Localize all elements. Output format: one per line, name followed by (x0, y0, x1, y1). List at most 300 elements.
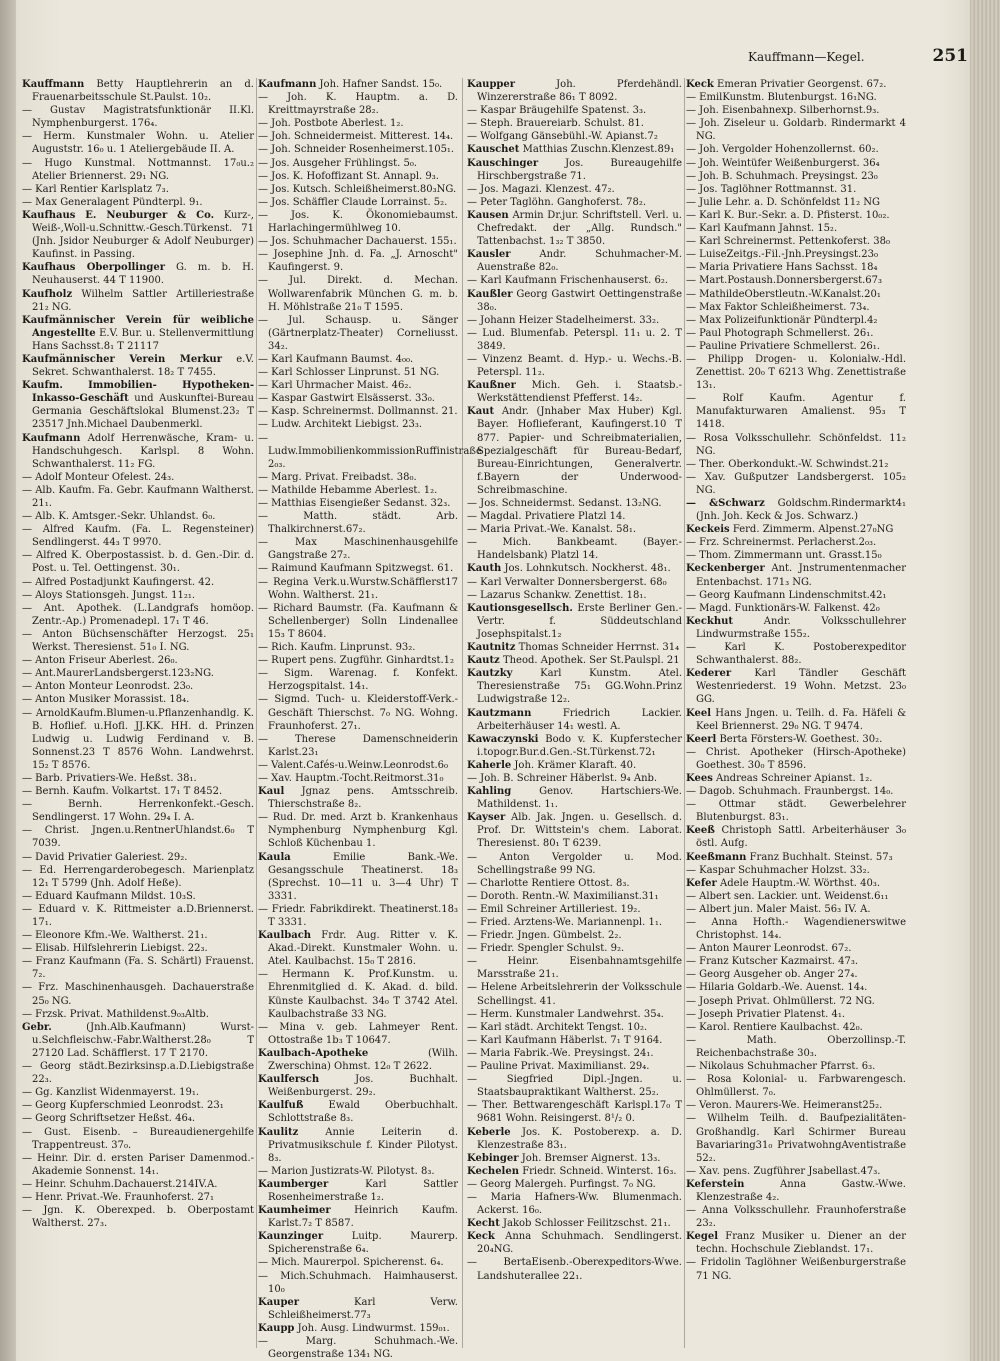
entry-surname: Kefer (686, 877, 717, 889)
entry-text: — Philipp Drogen- u. Kolonialw.-Hdl. Zenettist. 20₀ T 6213 Whg. Zenettistraße 13₁. (686, 353, 906, 392)
directory-entry (22, 432, 254, 471)
entry-surname: Kaumheimer (258, 1205, 331, 1217)
directory-entry (467, 707, 682, 733)
directory-entry (258, 274, 458, 313)
directory-entry (22, 707, 254, 772)
directory-entry (258, 353, 458, 366)
directory-entry (686, 209, 906, 222)
entry-surname: Kaumberger (258, 1178, 329, 1190)
directory-entry (467, 209, 682, 248)
directory-entry (467, 183, 682, 196)
entry-surname: Kautnitz (467, 642, 516, 654)
directory-entry (258, 785, 458, 811)
entry-text: — Friedr. Spengler Schulst. 9₂. (467, 943, 625, 955)
directory-entry (22, 1060, 254, 1086)
directory-entry (258, 1204, 458, 1230)
entry-text: Anna Gastw.-Wwe. Klenzestraße 4₂. (696, 1178, 906, 1203)
entry-text: Franz Buchhalt. Steinst. 57₃ (749, 851, 893, 863)
entry-text: Jos. Lohnkutsch. Nockherst. 48₁. (504, 563, 671, 575)
entry-text: Bodo v. K. Kupferstecher i.topogr.Bur.d.Gen.-St.Türkenst.72₁ (477, 733, 682, 758)
entry-text: — Matthias Eisengießer Sedanst. 32₃. (258, 498, 451, 509)
directory-entry (22, 288, 254, 314)
entry-text: — Mina v. geb. Lahmeyer Rent. Ottostraße 1b₃ T 10647. (258, 1021, 458, 1046)
entry-text: — Helene Arbeitslehrerin der Volksschule Schellingst. 41. (467, 982, 682, 1007)
entry-surname: Kautzmann (467, 707, 532, 719)
directory-entry (258, 91, 458, 117)
entry-text: — Max Maschinenhausgehilfe Gangstraße 27₂. (258, 537, 458, 562)
entry-text: Heinrich Kaufm. Karlst.7₂ T 8587. (268, 1205, 458, 1230)
entry-text: — Mich. Maurerpol. Spicherenst. 6₄. (258, 1257, 444, 1269)
directory-entry (686, 1034, 906, 1060)
directory-entry (22, 196, 254, 209)
directory-entry (22, 209, 254, 261)
entry-text: Andr. Volksschullehrer Lindwurmstraße 155₂. (696, 615, 906, 640)
directory-entry (258, 903, 458, 929)
entry-text: Karl Verw. Schleißheimerst.77₃ (268, 1296, 458, 1321)
directory-entry (22, 955, 254, 981)
directory-entry (686, 1060, 906, 1073)
entry-text: — Maria Hafners-Ww. Blumenmach. Ackerst. 16₀. (467, 1191, 682, 1217)
entry-surname: Kaulitz (258, 1126, 299, 1138)
directory-entry (686, 589, 906, 602)
entry-text: — Kasp. Schreinermst. Dollmannst. 21. (258, 406, 458, 418)
entry-text: — Wolfgang Gänsebühl.-W. Apianst.7₂ (467, 131, 658, 143)
entry-text: Friedrich Lackier. Arbeiterhäuser 14₁ westl. A. (477, 707, 682, 732)
directory-entry (22, 353, 254, 379)
entry-text: Annie Leiterin d. Privatmusikschule f. Kinder Pilotyst. 8₃. (268, 1126, 458, 1164)
entry-surname: Keeß (686, 825, 715, 837)
entry-text: Betty Hauptlehrerin an d. Frauenarbeitsschule St.Paulst. 10₂. (32, 79, 254, 104)
directory-entry (467, 104, 682, 117)
directory-entry (22, 1086, 254, 1099)
entry-text: — Mathilde Hebamme Aberlest. 1₂. (258, 484, 438, 496)
entry-text: — Joh. Ziseleur u. Goldarb. Rindermarkt 4 NG. (686, 118, 906, 143)
directory-entry (467, 811, 682, 850)
entry-text: Alb. Jak. Jngen. u. Gesellsch. d. Prof. Dr. Wittstein's chem. Laborat. Theresienst. 80₁ T 6239. (477, 812, 682, 850)
entry-text: — Siegfried Dipl.-Jngen. u. Staatsbaupraktikant Waltherst. 25₂. (467, 1074, 682, 1099)
entry-surname: Kecht (467, 1218, 500, 1230)
entry-text: — Mich. Bankbeamt. (Bayer.-Handelsbank) Platzl 14. (467, 537, 682, 562)
entry-text: — Eduard v. K. Rittmeister a.D.Briennerst. 17₁. (22, 903, 254, 928)
entry-text: Goldschm.Rindermarkt4₁ (Jnh. Joh. Keck & Jos. Schwarz.) (696, 498, 906, 523)
directory-entry (467, 327, 682, 353)
directory-entry (686, 235, 906, 248)
directory-entry (22, 693, 254, 706)
entry-text: — Rich. Kaufm. Linprunst. 93₂. (258, 642, 416, 654)
entry-surname: Kaherle (467, 759, 512, 771)
entry-text: — Johann Heizer Stadelheimerst. 33₂. (467, 314, 660, 326)
entry-text: — Joh. Eisenbahnexp. Silberhornst.9₃. (686, 105, 880, 117)
directory-entry (467, 562, 682, 575)
entry-text: Adele Hauptm.-W. Wörthst. 40₃. (719, 877, 881, 889)
entry-text: — Marg. Schuhmach.-We. Georgenstraße 134₁ NG. (258, 1336, 458, 1361)
directory-entry (22, 523, 254, 549)
entry-text: — Joh. Postbote Aberlest. 1₂. (258, 118, 404, 130)
entry-text: — Xav. pens. Zugführer Jsabellast.47₃. (686, 1165, 881, 1177)
directory-entry (22, 680, 254, 693)
directory-column-3 (467, 78, 682, 1348)
column-rule (256, 78, 257, 1348)
entry-text: — Xav. Gußputzer Landsbergerst. 105₂ NG. (686, 471, 906, 496)
directory-entry (467, 1152, 682, 1165)
entry-text: — Dagob. Schuhmach. Fraunbergst. 14₀. (686, 786, 894, 798)
entry-surname: Kaul (258, 786, 285, 798)
entry-text: — Karl Schlosser Linprunst. 51 NG. (258, 367, 440, 379)
entry-surname: Keel (686, 707, 711, 719)
entry-text: Berta Försters-W. Goethest. 30₂. (719, 733, 883, 745)
entry-surname: Kaula (258, 851, 291, 863)
directory-entry (258, 733, 458, 759)
directory-entry (686, 353, 906, 392)
entry-text: — Maria Privat.-We. Kanalst. 58₁. (467, 524, 637, 536)
directory-entry (258, 196, 458, 209)
directory-entry (22, 824, 254, 850)
entry-text: (Jnh.Alb.Kaufmann) Wurst- u.Selchfleischw.-Fabr.Waltherst.28₀ T 27120 Lad. Schäfflerst. 17 T 2170. (32, 1021, 254, 1059)
directory-entry (467, 405, 682, 497)
directory-entry (686, 798, 906, 824)
directory-entry (686, 222, 906, 235)
entry-text: — Adolf Monteur Ofelest. 24₃. (22, 471, 175, 483)
entry-text: — Ant.MaurerLandsbergerst.123₂NG. (22, 668, 214, 680)
directory-entry (467, 772, 682, 785)
entry-text: — Henr. Privat.-We. Fraunhoferst. 27₁ (22, 1191, 215, 1203)
entry-text: — Sigm. Warenag. f. Konfekt. Herzogspitalst. 14₁. (258, 668, 458, 693)
entry-surname: Keck (686, 79, 714, 90)
entry-text: — ArnoldKaufm.Blumen-u.Pflanzenhandlg. K. B. Hoflief. u.Hofl. JJ.KK. HH. d. Prinzen Ludwig u. Ludwig Ferdinand v. B. Sonnenst.23 T 8576 Wohn. Landwehrst. 15₂ T 8576. (22, 707, 254, 771)
entry-text: — Joh. Weintüfer Weißenburgerst. 36₄ (686, 157, 880, 169)
entry-text: — Barb. Privatiers-We. Heßst. 38₁. (22, 772, 197, 784)
directory-entry (22, 379, 254, 431)
entry-text: — Valent.Cafés-u.Weinw.Leonrodst.6₀ (258, 759, 449, 771)
directory-entry (467, 1230, 682, 1256)
entry-text: — Max Polizeifunktionär Pündterpl.4₂ (686, 314, 878, 326)
entry-text: — Charlotte Rentiere Ottost. 8₃. (467, 877, 630, 889)
directory-entry (258, 405, 458, 418)
directory-entry (22, 576, 254, 589)
entry-text: — Alfred Postadjunkt Kaufingerst. 42. (22, 576, 215, 588)
entry-text: — Maria Fabrik.-We. Preysingst. 24₁. (467, 1047, 654, 1059)
entry-surname: Kaupper (467, 79, 516, 90)
directory-entry (22, 942, 254, 955)
entry-text: — Anton Friseur Aberlest. 26₀. (22, 655, 178, 667)
directory-entry (467, 117, 682, 130)
directory-entry (686, 851, 906, 864)
directory-entry (686, 968, 906, 981)
entry-text: — Rolf Kaufm. Agentur f. Manufakturwaren Amalienst. 95₃ T 1418. (686, 393, 906, 431)
directory-entry (467, 1034, 682, 1047)
entry-text: — Pauline Privat. Maximilianst. 29₄. (467, 1061, 650, 1073)
directory-entry (686, 91, 906, 104)
entry-text: — Ottmar städt. Gewerbelehrer Blutenburgst. 83₁. (686, 799, 906, 824)
entry-text: — Thom. Zimmermann unt. Grasst.15₀ (686, 550, 882, 562)
entry-surname: Kederer (686, 668, 732, 680)
entry-text: — Joh. B. Schreiner Häberlst. 9₄ Anb. (467, 772, 658, 784)
directory-entry (22, 1204, 254, 1230)
directory-entry (686, 471, 906, 497)
directory-entry (22, 1021, 254, 1060)
entry-text: — Hugo Kunstmal. Nottmannst. 17₀u.₂ Atelier Briennerst. 29₁ NG. (22, 157, 254, 182)
entry-text: Joh. Ausg. Lindwurmst. 159₀₁. (297, 1322, 450, 1334)
entry-surname: Kaufm. Immobilien- Hypotheken- Inkasso-Geschäft (22, 380, 254, 405)
entry-text: Thomas Schneider Herrnst. 31₄ (518, 642, 680, 654)
entry-text: — Anton Büchsenschäfter Herzogst. 25₁ Werkst. Theresienst. 51₀ I. NG. (22, 628, 254, 654)
entry-surname: — &Schwarz (686, 498, 765, 509)
directory-entry (686, 196, 906, 209)
entry-surname: Kebinger (467, 1152, 519, 1164)
directory-entry (258, 667, 458, 693)
entry-text: — Ther. Bettwarengeschäft Karlspl.17₀ T 9681 Wohn. Reisingerst. 8¹/₂ 0. (467, 1100, 682, 1125)
directory-entry (686, 602, 906, 615)
directory-entry (258, 143, 458, 156)
entry-text: — Emil Schreiner Artilleriest. 19₂. (467, 903, 641, 915)
entry-surname: Kaupp (258, 1322, 295, 1334)
entry-surname: Kaufhaus E. Neuburger & Co. (22, 209, 215, 221)
entry-surname: Keck (467, 1231, 495, 1243)
entry-text: — Eleonore Kfm.-We. Waltherst. 21₁. (22, 930, 208, 942)
directory-entry (258, 248, 458, 274)
entry-text: — Jos. Taglöhner Rottmannst. 31. (686, 183, 857, 195)
directory-entry (258, 314, 458, 353)
entry-text: — David Privatier Galeriest. 29₂. (22, 851, 188, 863)
directory-entry (22, 667, 254, 680)
entry-text: — Alb. K. Amtsger.-Sekr. Uhlandst. 6₀. (22, 511, 216, 523)
directory-entry (686, 143, 906, 156)
directory-entry (467, 288, 682, 314)
directory-entry (22, 864, 254, 890)
entry-text: — Jgn. K. Oberexped. b. Oberpostamt Waltherst. 27₃. (22, 1205, 254, 1230)
directory-entry (467, 379, 682, 405)
directory-entry (22, 1191, 254, 1204)
entry-text: Anna Schuhmach. Sendlingerst. 20₄NG. (477, 1231, 683, 1256)
entry-text: Erste Berliner Gen.-Vertr. f. Süddeutschland Josephspitalst.1₂ (477, 602, 682, 640)
entry-text: — Richard Baumstr. (Fa. Kaufmann & Schellenberger) Solln Lindenallee 15₃ T 8604. (258, 602, 458, 640)
entry-text: — LuiseZeitgs.-Fil.-Jnh.Preysingst.23₀ (686, 249, 878, 261)
entry-surname: Kaufhaus Oberpollinger (22, 262, 165, 274)
entry-text: — Lazarus Schankw. Zenettist. 18₁. (467, 589, 647, 601)
entry-text: Luitp. Maurerp. Spicherenstraße 6₄. (268, 1231, 458, 1256)
entry-text: Jgnaz pens. Amtsschreib. Thierschstraße 8₂. (268, 786, 459, 811)
entry-text: — Veron. Maurers-We. Heimeranst25₂. (686, 1100, 883, 1112)
directory-entry (22, 314, 254, 353)
entry-text: — Anna Hofth.- Wagendienerswitwe Christophst. 14₄. (686, 917, 906, 942)
entry-text: Hans Jngen. u. Teilh. d. Fa. Häfeli & Keel Briennerst. 29₀ NG. T 9474. (696, 707, 906, 732)
directory-entry (686, 890, 906, 903)
entry-text: — Therese Damenschneiderin Karlst.23₁ (258, 733, 458, 758)
entry-text: — Jos. K. Hofoffizant St. Annapl. 9₃. (258, 170, 439, 182)
entry-text: Friedr. Schneid. Winterst. 16₃. (522, 1165, 677, 1177)
entry-text: — Math. Oberzollinsp.-T. Reichenbachstraße 30₃. (686, 1034, 906, 1059)
entry-text: — Matth. städt. Arb. Thalkirchnerst.67₂. (258, 511, 458, 536)
entry-text: — Jos. Schuhmacher Dachauerst. 155₁. (258, 236, 457, 248)
entry-text: — Josephine Jnh. d. Fa. „J. Arnoscht" Kaufingerst. 9. (258, 249, 458, 274)
directory-entry (22, 1008, 254, 1021)
entry-surname: Keckenberger (686, 563, 765, 575)
directory-entry (686, 1112, 906, 1164)
entry-text: — Gust. Eisenb. – Bureaudienergehilfe Trappentreust. 37₀. (22, 1126, 254, 1151)
directory-entry (686, 864, 906, 877)
entry-text: — Franz Kutscher Kazmairst. 47₃. (686, 956, 859, 968)
directory-entry (258, 366, 458, 379)
directory-entry (467, 576, 682, 589)
entry-text: Jos. K. Postoberexp. a. D. Klenzestraße 83₁. (477, 1126, 683, 1151)
entry-surname: Kaulfuß (258, 1100, 304, 1112)
directory-entry (686, 824, 906, 850)
directory-entry (467, 916, 682, 929)
directory-entry (686, 955, 906, 968)
entry-text: G. m. b. H. Neuhauserst. 44 T 11900. (32, 262, 254, 287)
directory-entry (258, 1126, 458, 1165)
entry-text: — Karl Verwalter Donnersbergerst. 68₀ (467, 576, 667, 588)
directory-entry (686, 916, 906, 942)
directory-entry (22, 78, 254, 104)
entry-surname: Kayser (467, 812, 506, 824)
entry-text: Theod. Apothek. Ser St.Paulspl. 21 (502, 655, 680, 667)
directory-entry (258, 379, 458, 392)
directory-entry (258, 693, 458, 732)
directory-entry (467, 942, 682, 955)
entry-text: — Georg Schriftsetzer Heßst. 46₄. (22, 1113, 196, 1125)
directory-entry (686, 1073, 906, 1099)
directory-entry (258, 1296, 458, 1322)
entry-text: — Bernh. Herrenkonfekt.-Gesch. Sendlingerst. 17 Wohn. 29₄ I. A. (22, 799, 254, 824)
directory-entry (467, 602, 682, 641)
directory-entry (258, 157, 458, 170)
page-edge (970, 0, 1000, 1361)
entry-surname: Kautzky (467, 668, 513, 680)
entry-text: — Gustav Magistratsfunktionär II.Kl. Nymphenburgerst. 176₄. (22, 105, 254, 130)
directory-entry (686, 78, 906, 91)
directory-entry (258, 130, 458, 143)
directory-entry (686, 981, 906, 994)
entry-text: — Fried. Arztens-We. Mariannenpl. 1₁. (467, 917, 663, 928)
directory-entry (258, 576, 458, 602)
entry-surname: Kegel (686, 1231, 718, 1243)
entry-text: Joh. Krämer Klaraft. 40. (514, 759, 637, 771)
directory-entry (686, 707, 906, 733)
directory-entry (467, 1191, 682, 1217)
entry-text: — Friedr. Fabrikdirekt. Theatinerst.18₃ T 3331. (258, 903, 458, 928)
entry-text: — Magd. Funktionärs-W. Falkenst. 42₀ (686, 602, 880, 614)
directory-entry (467, 143, 682, 156)
directory-entry (22, 484, 254, 510)
entry-text: — Eduard Kaufmann Mildst. 10₃S. (22, 890, 196, 902)
directory-entry (258, 1165, 458, 1178)
directory-entry (22, 785, 254, 798)
entry-text: Ant. Jnstrumentenmacher Entenbachst. 171₃ NG. (696, 563, 906, 588)
entry-text: — Karol. Rentiere Kaulbachst. 42₀. (686, 1021, 863, 1033)
entry-text: — Heinr. Eisenbahnamtsgehilfe Marsstraße 21₁. (467, 956, 682, 981)
entry-text: Ewald Oberbuchhalt. Schlottstraße 8₃. (268, 1100, 458, 1125)
entry-text: — Karl Kaufmann Frischenhauserst. 6₂. (467, 275, 669, 287)
entry-text: — Doroth. Rentn.-W. Maximilianst.31₁ (467, 890, 659, 902)
entry-text: — Jul. Schausp. u. Sänger (Gärtnerplatz-Theater) Corneliusst. 34₂. (258, 314, 458, 352)
entry-surname: Kauffmann (22, 79, 85, 90)
directory-entry (467, 903, 682, 916)
directory-entry (686, 314, 906, 327)
entry-surname: Kaufmann (22, 432, 81, 444)
entry-text: — Hermann K. Prof.Kunstm. u. Ehrenmitglied d. K. Akad. d. bild. Künste Kaulbachst. 34₀ T 3742 Atel. Kaulbachstraße 33 NG. (258, 969, 458, 1020)
directory-entry (686, 942, 906, 955)
entry-surname: Kaußler (467, 288, 513, 300)
directory-entry (258, 1322, 458, 1335)
directory-entry (258, 418, 458, 431)
directory-entry (22, 471, 254, 484)
entry-text: — Regina Verk.u.Wurstw.Schäfflerst17 Wohn. Waltherst. 21₁. (258, 576, 458, 601)
entry-text: Frdr. Aug. Ritter v. K. Akad.-Direkt. Kunstmaler Wohn. u. Atel. Kaulbachst. 15₀ T 2816. (268, 930, 458, 968)
page-number: 251 (932, 46, 968, 66)
entry-text: — Heinr. Dir. d. ersten Pariser Damenmod.-Akademie Sonnenst. 14₁. (22, 1152, 254, 1177)
directory-entry (22, 903, 254, 929)
directory-entry (258, 536, 458, 562)
entry-text: — Karl K. Postoberexpeditor Schwanthalerst. 88₂. (686, 642, 906, 667)
directory-column-1 (22, 78, 254, 1348)
entry-text: — Wilhelm Teilh. d. Baufpezialitäten-Großhandlg. Karl Schirmer Bureau Bavariaring31₀ PrivatwohngAventistraße 52₂. (686, 1113, 906, 1164)
directory-entry (258, 641, 458, 654)
directory-entry (467, 353, 682, 379)
entry-surname: Gebr. (22, 1021, 52, 1033)
entry-text: Franz Musiker u. Diener an der techn. Hochschule Zieblandst. 17₁. (696, 1231, 906, 1256)
directory-entry (258, 432, 482, 471)
entry-text: — Karl K. Bur.-Sekr. a. D. Pfisterst. 10₀₂. (686, 209, 890, 221)
entry-text: — Karl Kaufmann Baumst. 4₀₀. (258, 353, 414, 365)
entry-text: Joh. Hafner Sandst. 15₀. (319, 79, 443, 90)
entry-text: — Frz. Maschinenhausgeh. Dachauerstraße 25₀ NG. (22, 982, 254, 1007)
directory-entry (258, 117, 458, 130)
entry-text: — Jos. Kutsch. Schleißheimerst.80₃NG. (258, 183, 457, 195)
directory-entry (467, 1126, 682, 1152)
directory-entry (467, 667, 682, 706)
entry-text: — Bernh. Kaufm. Volkartst. 17₁ T 8452. (22, 786, 223, 798)
directory-entry (258, 1047, 458, 1073)
entry-text: — Nikolaus Schuhmacher Pfarrst. 6₃. (686, 1061, 876, 1073)
entry-text: — Georg Kaufmann Lindenschmitst.42₁ (686, 589, 887, 601)
directory-entry (258, 811, 458, 850)
entry-surname: Kechelen (467, 1165, 519, 1177)
directory-entry (686, 1178, 906, 1204)
entry-text: — Steph. Brauereiarb. Schulst. 81. (467, 118, 644, 130)
entry-text: Andr. Schuhmacher-M. Auenstraße 82₀. (477, 249, 682, 274)
directory-entry (686, 497, 906, 523)
directory-entry (258, 510, 458, 536)
directory-entry (467, 759, 682, 772)
directory-entry (467, 851, 682, 877)
entry-text: — Rosa Kolonial- u. Farbwarengesch. Ohlmüllerst. 7₀. (686, 1074, 906, 1099)
directory-entry (686, 746, 906, 772)
entry-text: — Albert jun. Maler Maist. 56₃ IV. A. (686, 903, 871, 915)
directory-entry (22, 549, 254, 575)
entry-text: — Jul. Direkt. d. Mechan. Wollwarenfabrik München G. m. b. H. Möhlstraße 21₀ T 1595. (258, 275, 458, 313)
entry-surname: Kaufmännischer Verein Merkur (22, 353, 222, 365)
column-rule (462, 78, 463, 1348)
directory-entry (467, 981, 682, 1007)
entry-text: Armin Dr.jur. Schriftstell. Verl. u. Chefredakt. der „Allg. Rundsch." Tattenbachst. 1₃₂ T 3850. (477, 209, 682, 248)
entry-text: — Georg städt.Bezirksinsp.a.D.Liebigstraße 22₃. (22, 1061, 254, 1086)
entry-text: — Anton Vergolder u. Mod. Schellingstraße 99 NG. (467, 851, 682, 876)
entry-text: — Elisab. Hilfslehrerin Liebigst. 22₃. (22, 943, 208, 955)
directory-entry (686, 183, 906, 196)
entry-text: — Herm. Kunstmaler Landwehrst. 35₄. (467, 1008, 664, 1020)
directory-entry (258, 1099, 458, 1125)
entry-text: — Jos. Schneidermst. Sedanst. 13₂NG. (467, 498, 662, 509)
entry-text: — Alfred K. Oberpostassist. b. d. Gen.-Dir. d. Post. u. Tel. Oettingenst. 30₁. (22, 550, 254, 575)
directory-entry (467, 955, 682, 981)
entry-text: — Rud. Dr. med. Arzt b. Krankenhaus Nymphenburg Nymphenburg Kgl. Schloß Küchenbau 1. (258, 812, 458, 850)
entry-text: — Kaspar Gastwirt Elsässerst. 33₀. (258, 393, 435, 405)
directory-entry (467, 314, 682, 327)
entry-text: — Rupert pens. Zugführ. Ginhardtst.1₂ (258, 655, 455, 667)
directory-entry (686, 170, 906, 183)
directory-entry (258, 471, 458, 484)
